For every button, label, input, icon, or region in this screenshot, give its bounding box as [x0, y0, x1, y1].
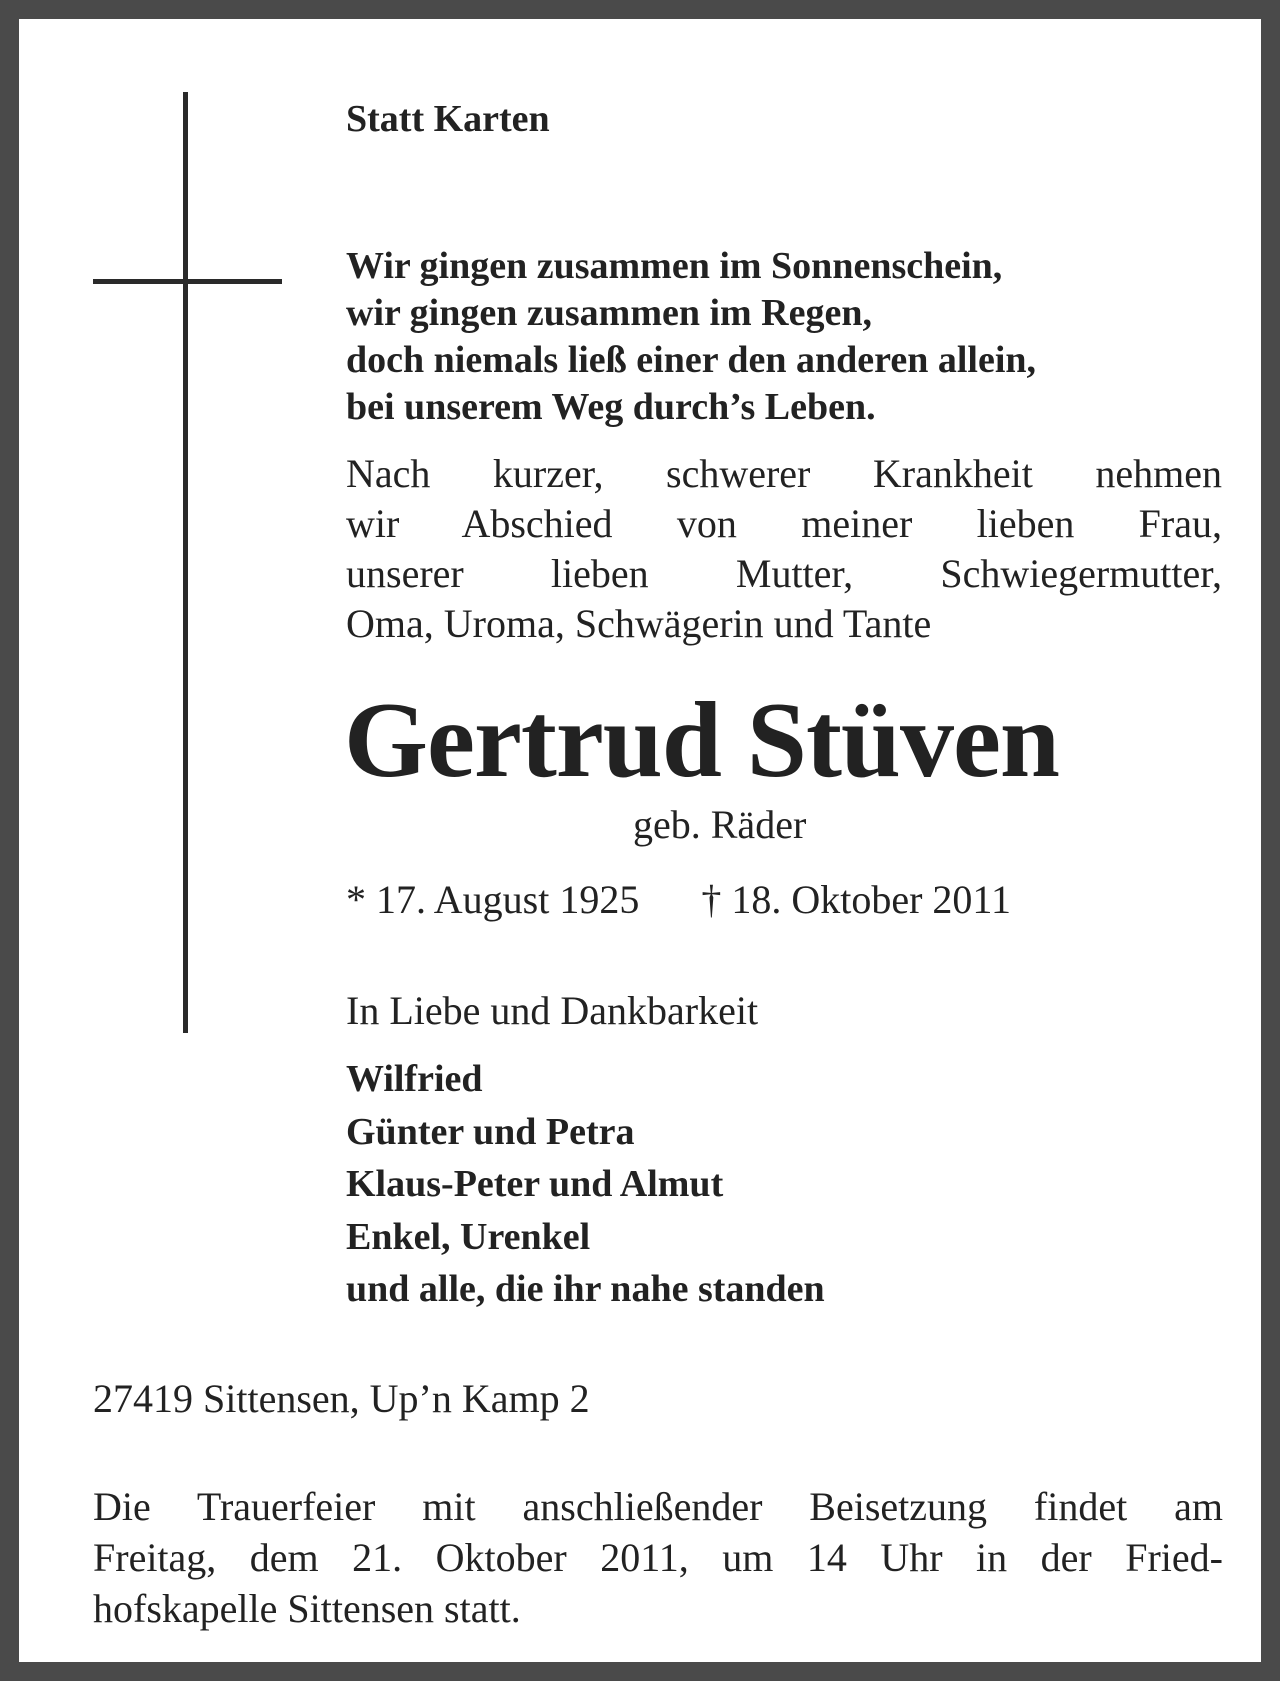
poem-line: wir gingen zusammen im Regen,: [346, 292, 872, 334]
poem-line: bei unserem Weg durch’s Leben.: [346, 386, 876, 428]
birth-name: geb. Räder: [633, 802, 807, 847]
announcement-line: wir Abschied von meiner lieben Frau,: [346, 501, 1222, 546]
mourners-list: [346, 1053, 825, 1316]
ceremony-line: Freitag, dem 21. Oktober 2011, um 14 Uhr in der Fried-: [93, 1535, 1223, 1580]
ceremony-notice: [93, 1481, 1223, 1634]
mourner-name: Wilfried: [346, 1058, 483, 1100]
life-dates: [346, 876, 1011, 923]
cross-icon-vertical-bar: [183, 92, 188, 1033]
poem-line: Wir gingen zusammen im Sonnenschein,: [346, 245, 1003, 287]
ceremony-line: Die Trauerfeier mit anschließender Beisetzung findet am: [93, 1484, 1223, 1529]
deceased-name: Gertrud Stüven: [344, 681, 1059, 800]
death-date: † 18. Oktober 2011: [701, 877, 1011, 922]
mourner-name: Enkel, Urenkel: [346, 1215, 591, 1258]
announcement-text: [346, 449, 1222, 649]
family-address: 27419 Sittensen, Up’n Kamp 2: [93, 1376, 590, 1421]
mourner-name: Klaus-Peter und Almut: [346, 1163, 724, 1205]
mourner-name: Günter und Petra: [346, 1110, 635, 1153]
announcement-line: unserer lieben Mutter, Schwiegermutter,: [346, 551, 1222, 596]
mourner-name: und alle, die ihr nahe standen: [346, 1268, 825, 1310]
announcement-line: Nach kurzer, schwerer Krankheit nehmen: [346, 451, 1222, 496]
ceremony-line: hofskapelle Sittensen statt.: [93, 1586, 521, 1631]
statt-karten-heading: Statt Karten: [346, 98, 550, 140]
mourners-intro: In Liebe und Dankbarkeit: [346, 988, 759, 1033]
poem: [346, 243, 1036, 431]
cross-icon-horizontal-bar: [93, 279, 282, 284]
announcement-line: Oma, Uroma, Schwägerin und Tante: [346, 601, 932, 646]
poem-line: doch niemals ließ einer den anderen allein,: [346, 339, 1037, 381]
birth-date: * 17. August 1925: [346, 877, 640, 922]
